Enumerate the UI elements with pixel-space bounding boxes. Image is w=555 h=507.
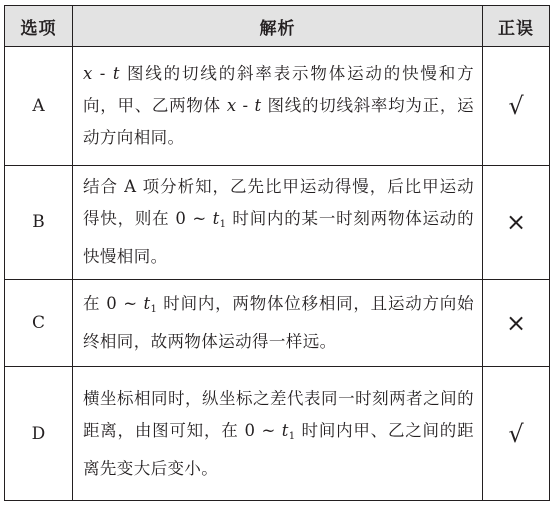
verdict-mark: × <box>483 280 550 367</box>
var-t: t <box>112 63 120 83</box>
analysis-text <box>73 165 483 280</box>
analysis-text <box>73 280 483 367</box>
verdict-mark: √ <box>483 47 550 166</box>
header-option: 选项 <box>5 6 73 47</box>
option-label: C <box>5 280 73 367</box>
analysis-table <box>4 5 550 501</box>
analysis-text-part: 图线的切线斜率均为正，运动方向相同。 <box>83 95 474 147</box>
analysis-text-part: 时间内甲、乙之间的距离先变大后变小。 <box>83 420 474 478</box>
table-header-row <box>5 6 550 47</box>
var-x: x <box>226 95 237 115</box>
var-t: t <box>143 294 151 314</box>
analysis-text-part: 图线的切线的斜率表示物体运动的快慢和方向，甲、乙两物体 <box>83 63 475 115</box>
analysis-text-part: 时间内的某一时刻两物体运动的快慢相同。 <box>83 209 474 267</box>
header-verdict: 正误 <box>483 6 550 47</box>
analysis-text-part: 在 0 ~ <box>83 294 144 314</box>
var-t: t <box>281 420 289 440</box>
var-t: t <box>254 95 262 115</box>
dash: - <box>92 63 113 83</box>
analysis-text <box>73 47 483 166</box>
dash: - <box>236 95 255 115</box>
header-analysis: 解析 <box>73 6 483 47</box>
analysis-text-part: 结合 A 项分析知，乙先比甲运动得慢，后比甲运动得快，则在 0 ~ <box>83 177 474 229</box>
subscript: 1 <box>219 219 227 231</box>
table-row <box>5 367 550 501</box>
table-row <box>5 280 550 367</box>
option-label: D <box>5 367 73 501</box>
subscript: 1 <box>288 430 296 442</box>
analysis-text <box>73 367 483 501</box>
var-x: x <box>83 63 93 83</box>
subscript: 1 <box>150 304 158 316</box>
var-t: t <box>212 209 220 229</box>
verdict-mark: √ <box>483 367 550 501</box>
option-label: A <box>5 47 73 166</box>
option-label: B <box>5 165 73 280</box>
table-row <box>5 165 550 280</box>
verdict-mark: × <box>483 165 550 280</box>
analysis-text-part: 横坐标相同时，纵坐标之差代表同一时刻两者之间的距离，由图可知，在 0 ~ <box>83 388 474 440</box>
table-row <box>5 47 550 166</box>
analysis-text-part: 时间内，两物体位移相同，且运动方向始终相同，故两物体运动得一样远。 <box>83 294 474 352</box>
